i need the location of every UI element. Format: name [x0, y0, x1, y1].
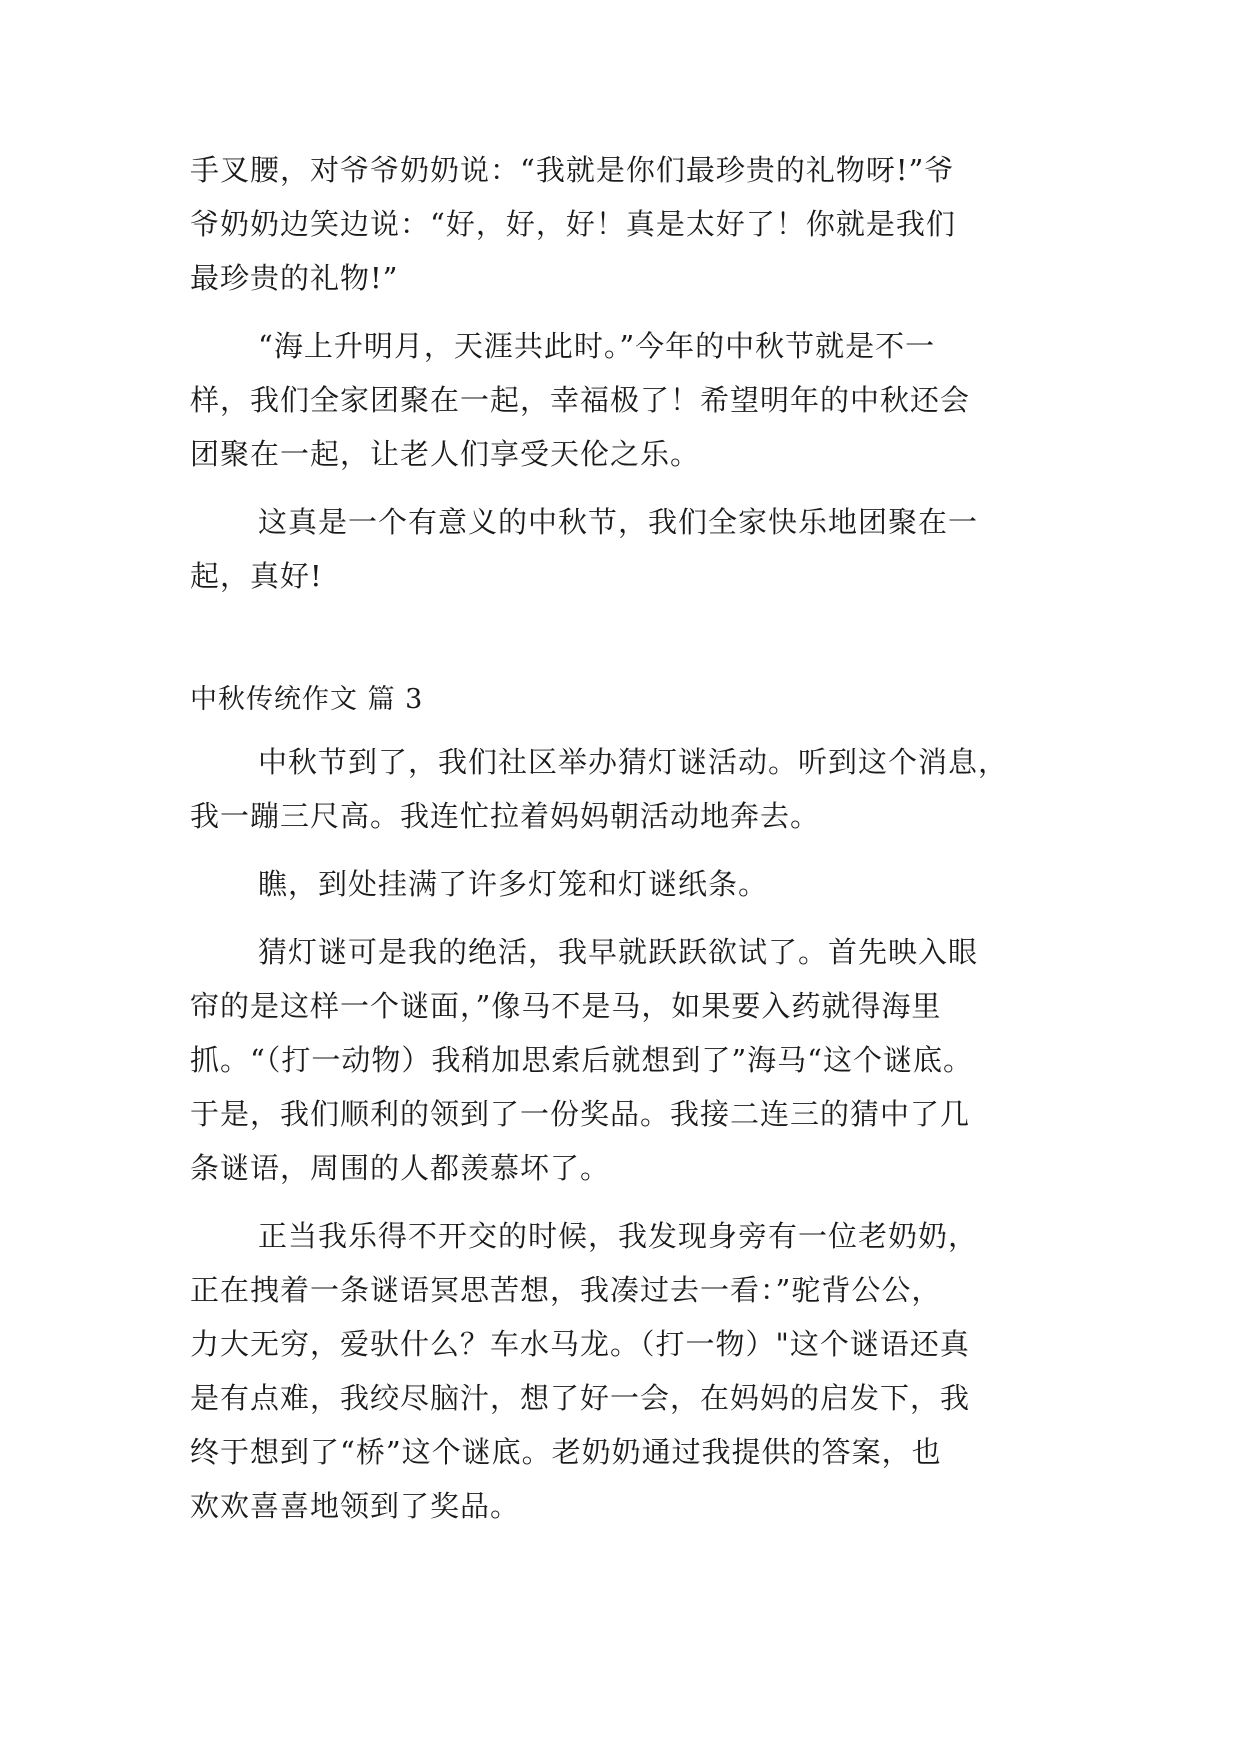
paragraph-start-line: 正当我乐得不开交的时候，我发现身旁有一位老奶奶，: [258, 1219, 979, 1253]
text-line: 起，真好!: [190, 559, 323, 593]
text-line: 帘的是这样一个谜面，”像马不是马，如果要入药就得海里: [190, 989, 942, 1023]
section-heading: 中秋传统作文 篇 3: [190, 684, 424, 715]
paragraph-start-line: “海上升明月，天涯共此时。”今年的中秋节就是不一: [258, 329, 936, 363]
text-line: 抓。“（打一动物）我稍加思索后就想到了”海马“这个谜底。: [190, 1043, 973, 1077]
text-line: 最珍贵的礼物!”: [190, 261, 399, 295]
text-line: 爷奶奶边笑边说：“好，好，好！真是太好了！你就是我们: [190, 207, 956, 241]
text-line: 手叉腰，对爷爷奶奶说：“我就是你们最珍贵的礼物呀!”爷: [190, 153, 955, 187]
paragraph-start-line: 猜灯谜可是我的绝活，我早就跃跃欲试了。首先映入眼: [258, 935, 979, 969]
text-line: 团聚在一起，让老人们享受天伦之乐。: [190, 437, 701, 471]
text-line: 终于想到了“桥”这个谜底。老奶奶通过我提供的答案，也: [190, 1435, 942, 1469]
text-line: 我一蹦三尺高。我连忙拉着妈妈朝活动地奔去。: [190, 799, 821, 833]
text-line: 样，我们全家团聚在一起，幸福极了！希望明年的中秋还会: [190, 383, 971, 417]
text-line: 正在拽着一条谜语冥思苦想，我凑过去一看：”驼背公公，: [190, 1273, 942, 1307]
paragraph-start-line: 这真是一个有意义的中秋节，我们全家快乐地团聚在一: [258, 505, 979, 539]
text-line: 条谜语，周围的人都羡慕坏了。: [190, 1151, 611, 1185]
text-line: 是有点难，我绞尽脑汁，想了好一会，在妈妈的启发下，我: [190, 1381, 971, 1415]
text-line: 力大无穷，爱驮什么？车水马龙。（打一物）"这个谜语还真: [190, 1327, 970, 1361]
paragraph-start-line: 瞧，到处挂满了许多灯笼和灯谜纸条。: [258, 867, 769, 901]
text-line: 欢欢喜喜地领到了奖品。: [190, 1489, 521, 1523]
paragraph-start-line: 中秋节到了，我们社区举办猜灯谜活动。听到这个消息，: [258, 745, 1009, 779]
text-line: 于是，我们顺利的领到了一份奖品。我接二连三的猜中了几: [190, 1097, 971, 1131]
